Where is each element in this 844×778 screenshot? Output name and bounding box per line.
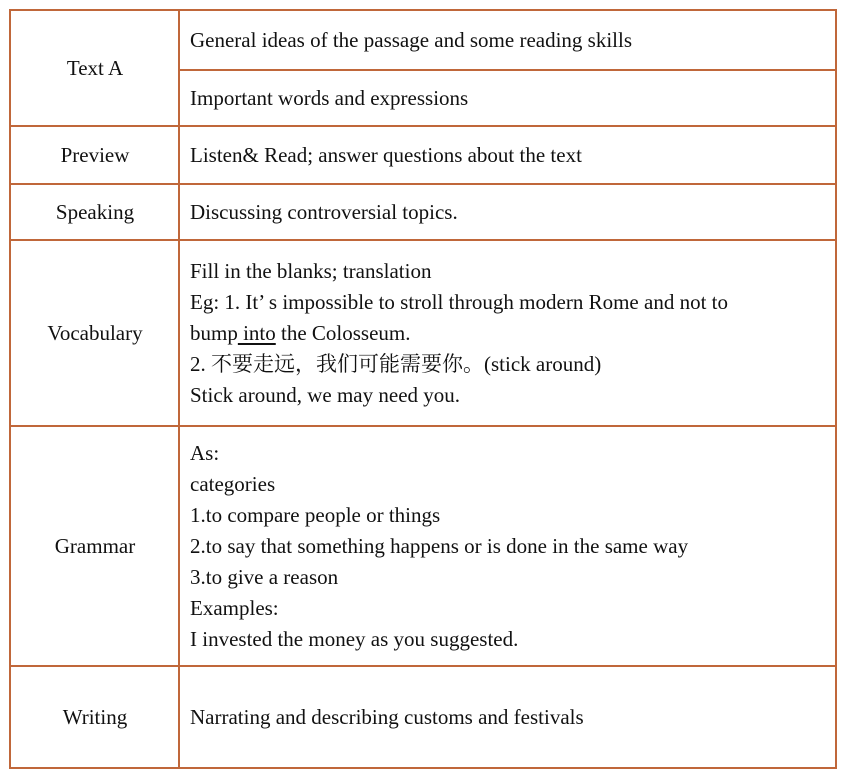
vocabulary-line-1: Fill in the blanks; translation — [190, 258, 432, 283]
course-outline-table — [9, 9, 837, 769]
grammar-line: categories — [190, 471, 276, 496]
row-grammar — [10, 426, 836, 666]
grammar-line: 3.to give a reason — [190, 564, 339, 589]
row-text-a-1 — [10, 10, 836, 70]
row-label-writing: Writing — [10, 666, 179, 768]
row-label-vocabulary: Vocabulary — [10, 240, 179, 426]
row-speaking — [10, 184, 836, 240]
text-a-general-ideas: General ideas of the passage and some reading skills — [179, 10, 836, 70]
speaking-content: Discussing controversial topics. — [179, 184, 836, 240]
text-a-words-expressions: Important words and expressions — [179, 70, 836, 126]
vocabulary-line-3-start: bump — [190, 320, 238, 345]
vocabulary-underlined-word: into — [237, 320, 276, 345]
row-preview — [10, 126, 836, 184]
vocabulary-line-5: Stick around, we may need you. — [190, 382, 461, 407]
row-label-text-a: Text A — [10, 10, 179, 126]
writing-content: Narrating and describing customs and festivals — [179, 666, 836, 768]
vocabulary-line-3-end: the Colosseum. — [275, 320, 411, 345]
preview-content: Listen& Read; answer questions about the text — [179, 126, 836, 184]
grammar-line: Examples: — [190, 595, 279, 620]
row-label-grammar: Grammar — [10, 426, 179, 666]
vocabulary-line-2: Eg: 1. It’ s impossible to stroll through modern Rome and not to — [190, 289, 728, 314]
grammar-line: I invested the money as you suggested. — [190, 626, 519, 651]
row-writing — [10, 666, 836, 768]
grammar-line: 2.to say that something happens or is done in the same way — [190, 533, 689, 558]
row-vocabulary — [10, 240, 836, 426]
vocabulary-line-4: 2. 不要走远，我们可能需要你。(stick around) — [190, 351, 602, 376]
grammar-line: 1.to compare people or things — [190, 502, 441, 527]
row-label-preview: Preview — [10, 126, 179, 184]
row-label-speaking: Speaking — [10, 184, 179, 240]
grammar-content — [179, 426, 836, 666]
vocabulary-line-3 — [190, 318, 826, 349]
vocabulary-content — [179, 240, 836, 426]
grammar-line: As: — [190, 440, 220, 465]
